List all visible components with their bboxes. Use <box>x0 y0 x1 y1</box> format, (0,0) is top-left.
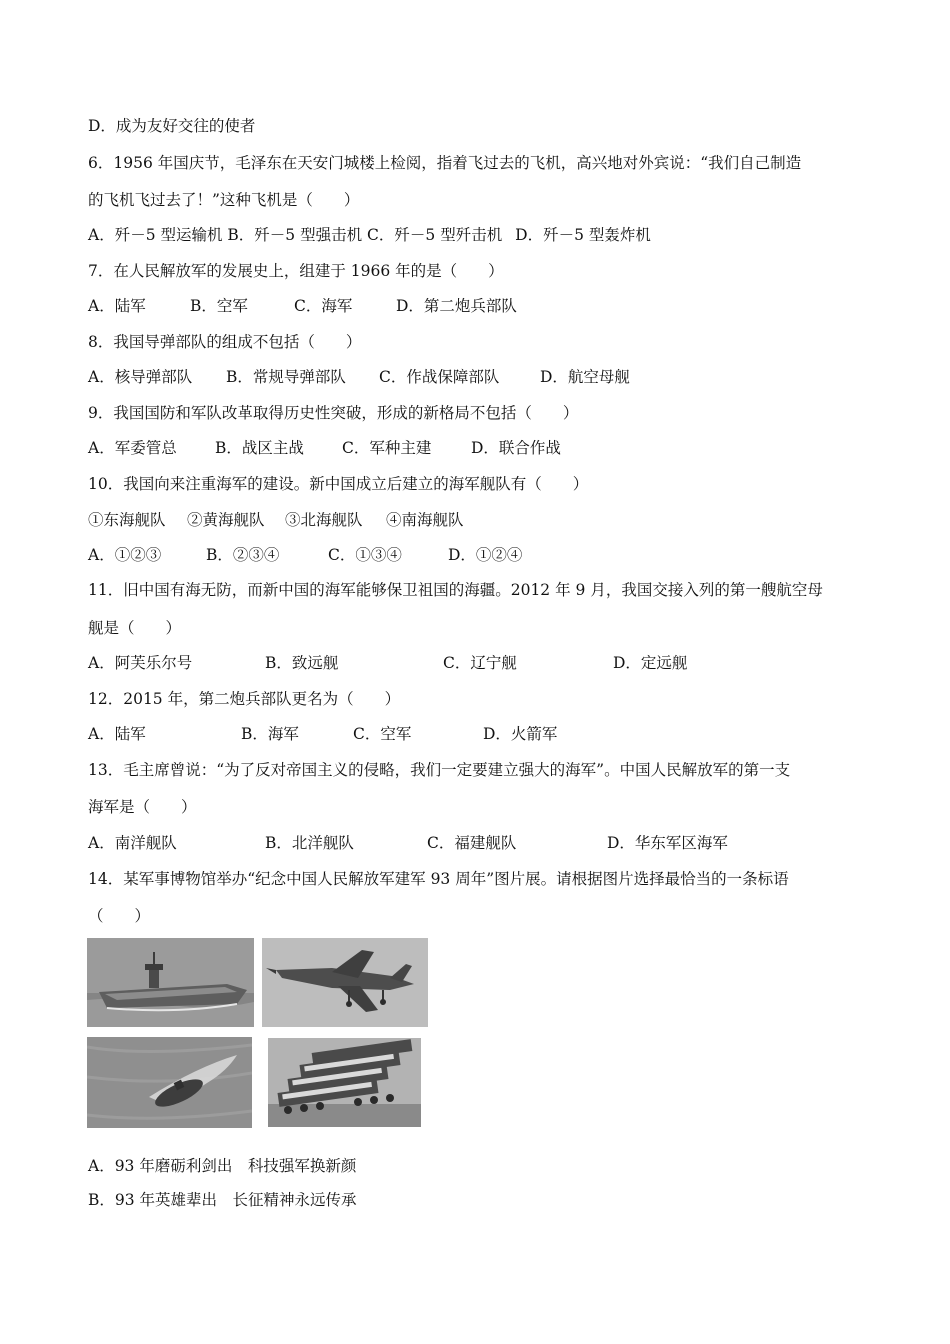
q9-option-c: C．军种主建 <box>342 439 432 457</box>
submarine-photo <box>87 1037 252 1128</box>
q9-option-a: A．军委管总 <box>88 439 177 457</box>
q5-option-d: D．成为友好交往的使者 <box>88 117 256 135</box>
q13-option-a: A．南洋舰队 <box>88 834 177 852</box>
q6-option-c: C．歼－5 型歼击机 <box>367 226 503 244</box>
q10-option-a: A．①②③ <box>88 546 162 564</box>
q8-options <box>88 367 630 387</box>
q8-option-d: D．航空母舰 <box>540 368 630 386</box>
q11-option-a: A．阿芙乐尔号 <box>88 654 193 672</box>
fighter-jet-photo <box>262 938 428 1027</box>
q13-options <box>88 833 728 853</box>
q11-option-c: C．辽宁舰 <box>443 654 517 672</box>
q6-option-d: D．歼－5 型轰炸机 <box>515 226 651 244</box>
aircraft-carrier-photo <box>87 938 254 1027</box>
q7-option-b: B．空军 <box>190 297 248 315</box>
q14-stem-line1: 14．某军事博物馆举办“纪念中国人民解放军建军 93 周年”图片展。请根据图片选择最恰当的一条标语 <box>88 870 789 888</box>
q10-option-c: C．①③④ <box>328 546 402 564</box>
q7-options <box>88 296 517 316</box>
q12-option-a: A．陆军 <box>88 725 146 743</box>
q11-options <box>88 653 687 673</box>
q10-option-d: D．①②④ <box>448 546 523 564</box>
q6-options <box>88 225 651 245</box>
q8-option-c: C．作战保障部队 <box>379 368 500 386</box>
q9-options <box>88 438 561 458</box>
q14-option-b: B．93 年英雄辈出 长征精神永远传承 <box>88 1191 357 1209</box>
q10-item-1: ①东海舰队 <box>88 511 166 529</box>
q14-stem-line2: （ ） <box>88 907 151 925</box>
q10-item-3: ③北海舰队 <box>285 511 363 529</box>
q9-option-d: D．联合作战 <box>471 439 561 457</box>
q12-option-b: B．海军 <box>241 725 299 743</box>
q9-stem: 9．我国国防和军队改革取得历史性突破，形成的新格局不包括（ ） <box>88 404 579 422</box>
missile-vehicles-photo <box>268 1038 421 1127</box>
q8-option-a: A．核导弹部队 <box>88 368 193 386</box>
q11-option-d: D．定远舰 <box>613 654 688 672</box>
q13-option-c: C．福建舰队 <box>427 834 517 852</box>
q12-stem: 12．2015 年，第二炮兵部队更名为（ ） <box>88 690 401 708</box>
q6-stem-line1: 6．1956 年国庆节，毛泽东在天安门城楼上检阅，指着飞过去的飞机，高兴地对外宾说：“我们自己制造 <box>88 154 802 172</box>
q14-option-a: A．93 年磨砺利剑出 科技强军换新颜 <box>88 1157 357 1175</box>
q7-option-a: A．陆军 <box>88 297 146 315</box>
q11-stem-line1: 11．旧中国有海无防，而新中国的海军能够保卫祖国的海疆。2012 年 9 月，我国交接入列的第一艘航空母 <box>88 581 823 599</box>
q8-stem: 8．我国导弹部队的组成不包括（ ） <box>88 333 362 351</box>
q11-option-b: B．致远舰 <box>265 654 339 672</box>
q7-stem: 7．在人民解放军的发展史上，组建于 1966 年的是（ ） <box>88 262 504 280</box>
q10-item-2: ②黄海舰队 <box>187 511 265 529</box>
q13-option-d: D．华东军区海军 <box>607 834 728 852</box>
q10-item-4: ④南海舰队 <box>386 511 464 529</box>
q13-option-b: B．北洋舰队 <box>265 834 354 852</box>
q10-options <box>88 545 522 565</box>
q6-option-a: A．歼－5 型运输机 <box>88 226 223 244</box>
q12-options <box>88 724 557 744</box>
q13-stem-line1: 13．毛主席曾说：“为了反对帝国主义的侵略，我们一定要建立强大的海军”。中国人民解放军的第一支 <box>88 761 791 779</box>
q6-option-b: B．歼－5 型强击机 <box>227 226 363 244</box>
q10-stem: 10．我国向来注重海军的建设。新中国成立后建立的海军舰队有（ ） <box>88 475 589 493</box>
q11-stem-line2: 舰是（ ） <box>88 619 182 637</box>
q7-option-d: D．第二炮兵部队 <box>396 297 517 315</box>
q6-stem-line2: 的飞机飞过去了！”这种飞机是（ ） <box>88 191 360 209</box>
q13-stem-line2: 海军是（ ） <box>88 798 197 816</box>
q7-option-c: C．海军 <box>294 297 353 315</box>
q9-option-b: B．战区主战 <box>215 439 304 457</box>
q8-option-b: B．常规导弹部队 <box>226 368 346 386</box>
q12-option-c: C．空军 <box>353 725 412 743</box>
q12-option-d: D．火箭军 <box>483 725 558 743</box>
q10-option-b: B．②③④ <box>206 546 280 564</box>
q10-items <box>88 510 464 530</box>
